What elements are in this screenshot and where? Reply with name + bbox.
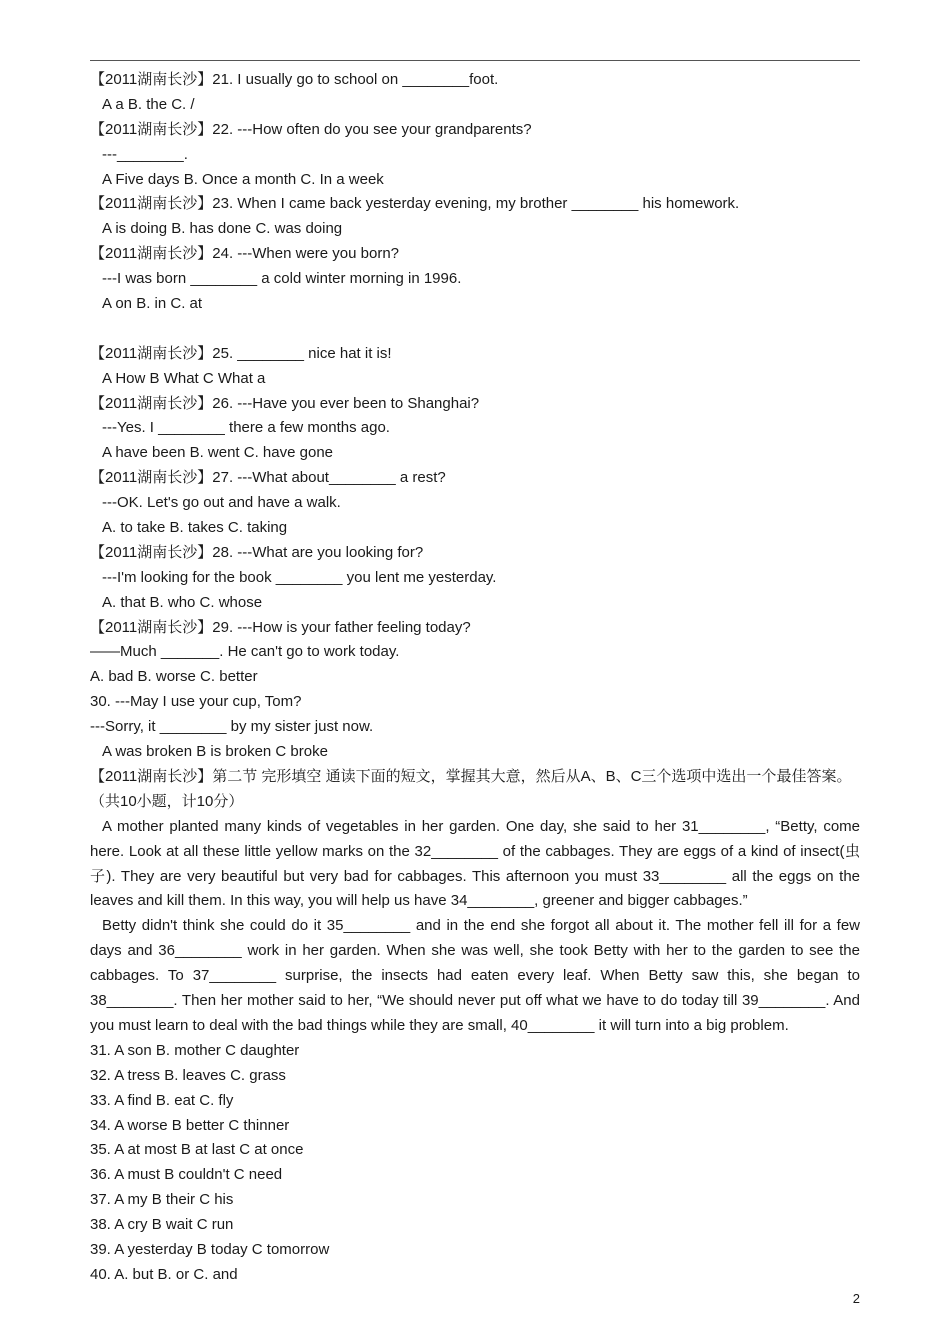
cloze-option-37: 37. A my B their C his bbox=[90, 1191, 234, 1209]
header-rule bbox=[90, 60, 860, 61]
cloze-paragraph-2: Betty didn't think she could do it 35________ and in the end she forgot all about it. The mother fell ill for a few days and 36________ work in her garden. When she was well, she took Betty with her to the garden to see the cabbages. To 37________ surprise, the insects had eaten every leaf. When Betty saw this, she began to 38________. Then her mother said to her, “We should never put off what we have to do today till 39________. And you must learn to deal with the bad things while they are small, 40________ it will turn into a big problem. bbox=[90, 917, 860, 1034]
spacer bbox=[90, 317, 860, 342]
cloze-option-34: 34. A worse B better C thinner bbox=[90, 1116, 290, 1134]
answer-line-22: ---________. bbox=[102, 145, 188, 163]
section-heading: 【2011湖南长沙】第二节 完形填空 通读下面的短文，掌握其大意，然后从A、B、C三个选项中选出一个最佳答案。（共10小题，计10分） bbox=[90, 767, 852, 810]
answer-line-26: ---Yes. I ________ there a few months ago. bbox=[102, 419, 390, 437]
question-26: 【2011湖南长沙】26. ---Have you ever been to Shanghai? bbox=[90, 394, 480, 412]
cloze-option-36: 36. A must B couldn't C need bbox=[90, 1166, 283, 1184]
cloze-option-40: 40. A. but B. or C. and bbox=[90, 1265, 238, 1283]
page-number: 2 bbox=[852, 1291, 860, 1306]
question-24: 【2011湖南长沙】24. ---When were you born? bbox=[90, 245, 400, 263]
question-23: 【2011湖南长沙】23. When I came back yesterday evening, my brother ________ his homework. bbox=[90, 195, 740, 213]
options-27: A. to take B. takes C. taking bbox=[102, 519, 288, 537]
cloze-option-31: 31. A son B. mother C daughter bbox=[90, 1041, 300, 1059]
answer-line-27: ---OK. Let's go out and have a walk. bbox=[102, 494, 341, 512]
question-27: 【2011湖南长沙】27. ---What about________ a rest? bbox=[90, 469, 446, 487]
options-24: A on B. in C. at bbox=[102, 295, 203, 313]
answer-line-30: ---Sorry, it ________ by my sister just now. bbox=[90, 718, 374, 736]
options-28: A. that B. who C. whose bbox=[102, 593, 263, 611]
options-21: A a B. the C. / bbox=[102, 95, 195, 113]
question-29: 【2011湖南长沙】29. ---How is your father feeling today? bbox=[90, 618, 471, 636]
question-22: 【2011湖南长沙】22. ---How often do you see your grandparents? bbox=[90, 120, 532, 138]
answer-line-24: ---I was born ________ a cold winter morning in 1996. bbox=[102, 270, 462, 288]
document-body bbox=[90, 68, 860, 1288]
options-29: A. bad B. worse C. better bbox=[90, 668, 258, 686]
question-25: 【2011湖南长沙】25. ________ nice hat it is! bbox=[90, 344, 392, 362]
cloze-option-38: 38. A cry B wait C run bbox=[90, 1216, 234, 1234]
answer-line-29: ——Much _______. He can't go to work today. bbox=[90, 643, 400, 661]
cloze-option-35: 35. A at most B at last C at once bbox=[90, 1141, 304, 1159]
options-26: A have been B. went C. have gone bbox=[102, 444, 333, 462]
options-30: A was broken B is broken C broke bbox=[102, 743, 328, 761]
answer-line-28: ---I'm looking for the book ________ you lent me yesterday. bbox=[102, 568, 497, 586]
options-23: A is doing B. has done C. was doing bbox=[102, 220, 343, 238]
question-28: 【2011湖南长沙】28. ---What are you looking for? bbox=[90, 543, 424, 561]
cloze-paragraph-1: A mother planted many kinds of vegetables in her garden. One day, she said to her 31________, “Betty, come here. Look at all these little yellow marks on the 32________ of the cabbages. They are eggs of a kind of insect(虫子). They are very beautiful but very bad for cabbages. This afternoon you must 33________ all the eggs on the leaves and kill them. In this way, you will help us have 34________, greener and bigger cabbages.” bbox=[90, 817, 860, 910]
options-22: A Five days B. Once a month C. In a week bbox=[102, 170, 384, 188]
options-25: A How B What C What a bbox=[102, 369, 266, 387]
cloze-option-32: 32. A tress B. leaves C. grass bbox=[90, 1066, 286, 1084]
question-21: 【2011湖南长沙】21. I usually go to school on ________foot. bbox=[90, 71, 499, 88]
question-30: 30. ---May I use your cup, Tom? bbox=[90, 693, 302, 711]
cloze-option-33: 33. A find B. eat C. fly bbox=[90, 1091, 234, 1109]
cloze-option-39: 39. A yesterday B today C tomorrow bbox=[90, 1241, 330, 1259]
